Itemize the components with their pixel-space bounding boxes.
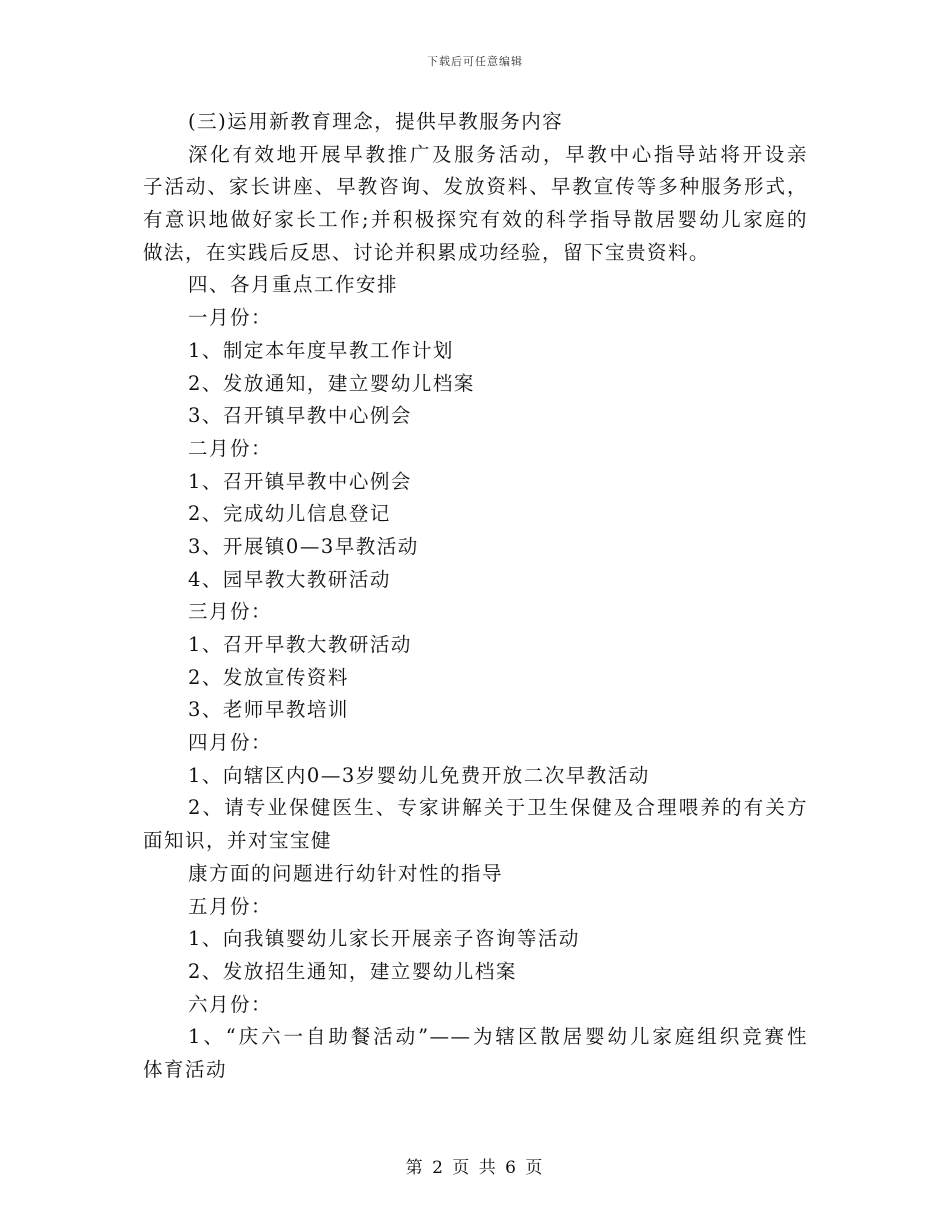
text-line: 三月份： [188,600,273,624]
text-line: 一月份： [188,306,273,330]
text-line: 1、召开早教大教研活动 [188,633,412,656]
page-number-footer: 第 2 页 共 6 页 [405,1158,545,1178]
text-line: 做法，在实践后反思、讨论并积累成功经验，留下宝贵资料。 [143,240,711,264]
document-body [143,106,808,1087]
text-line: 1、向辖区内0—3岁婴幼儿免费开放二次早教活动 [188,763,650,787]
download-edit-note: 下载后可任意编辑 [427,55,523,68]
text-line: 六月份： [188,992,273,1016]
text-line: 3、召开镇早教中心例会 [188,404,412,428]
text-line: 二月份： [188,436,273,460]
text-line: 2、完成幼儿信息登记 [188,502,391,526]
text-line: 1、“庆六一自助餐活动”——为辖区散居婴幼儿家庭组织竞赛性 [188,1025,808,1049]
text-line: 2、发放通知，建立婴幼儿档案 [188,371,475,395]
text-line: 2、发放宣传资料 [188,665,349,689]
text-line: 3、开展镇0—3早教活动 [188,534,419,558]
text-line: 有意识地做好家长工作;并积极探究有效的科学指导散居婴幼儿家庭的 [143,208,808,232]
text-line: 1、向我镇婴幼儿家长开展亲子咨询等活动 [188,927,580,951]
text-line: 1、召开镇早教中心例会 [188,469,412,493]
text-line: 深化有效地开展早教推广及服务活动，早教中心指导站将开设亲 [188,142,808,166]
text-line: 四、各月重点工作安排 [188,273,399,297]
text-line: 2、请专业保健医生、专家讲解关于卫生保健及合理喂养的有关方 [188,796,808,820]
text-line: 2、发放招生通知，建立婴幼儿档案 [188,959,517,983]
text-line: 子活动、家长讲座、早教咨询、发放资料、早教宣传等多种服务形式， [143,175,808,199]
text-line: 四月份： [188,731,273,755]
text-line: 体育活动 [143,1057,228,1081]
text-line: 3、老师早教培训 [188,698,349,722]
text-line: 面知识，并对宝宝健 [143,829,333,853]
text-line: 康方面的问题进行幼针对性的指导 [188,861,504,885]
text-line: 1、制定本年度早教工作计划 [188,338,454,362]
text-line: (三)运用新教育理念，提供早教服务内容 [188,110,564,133]
text-line: 4、园早教大教研活动 [188,567,391,591]
text-line: 五月份： [188,894,273,918]
